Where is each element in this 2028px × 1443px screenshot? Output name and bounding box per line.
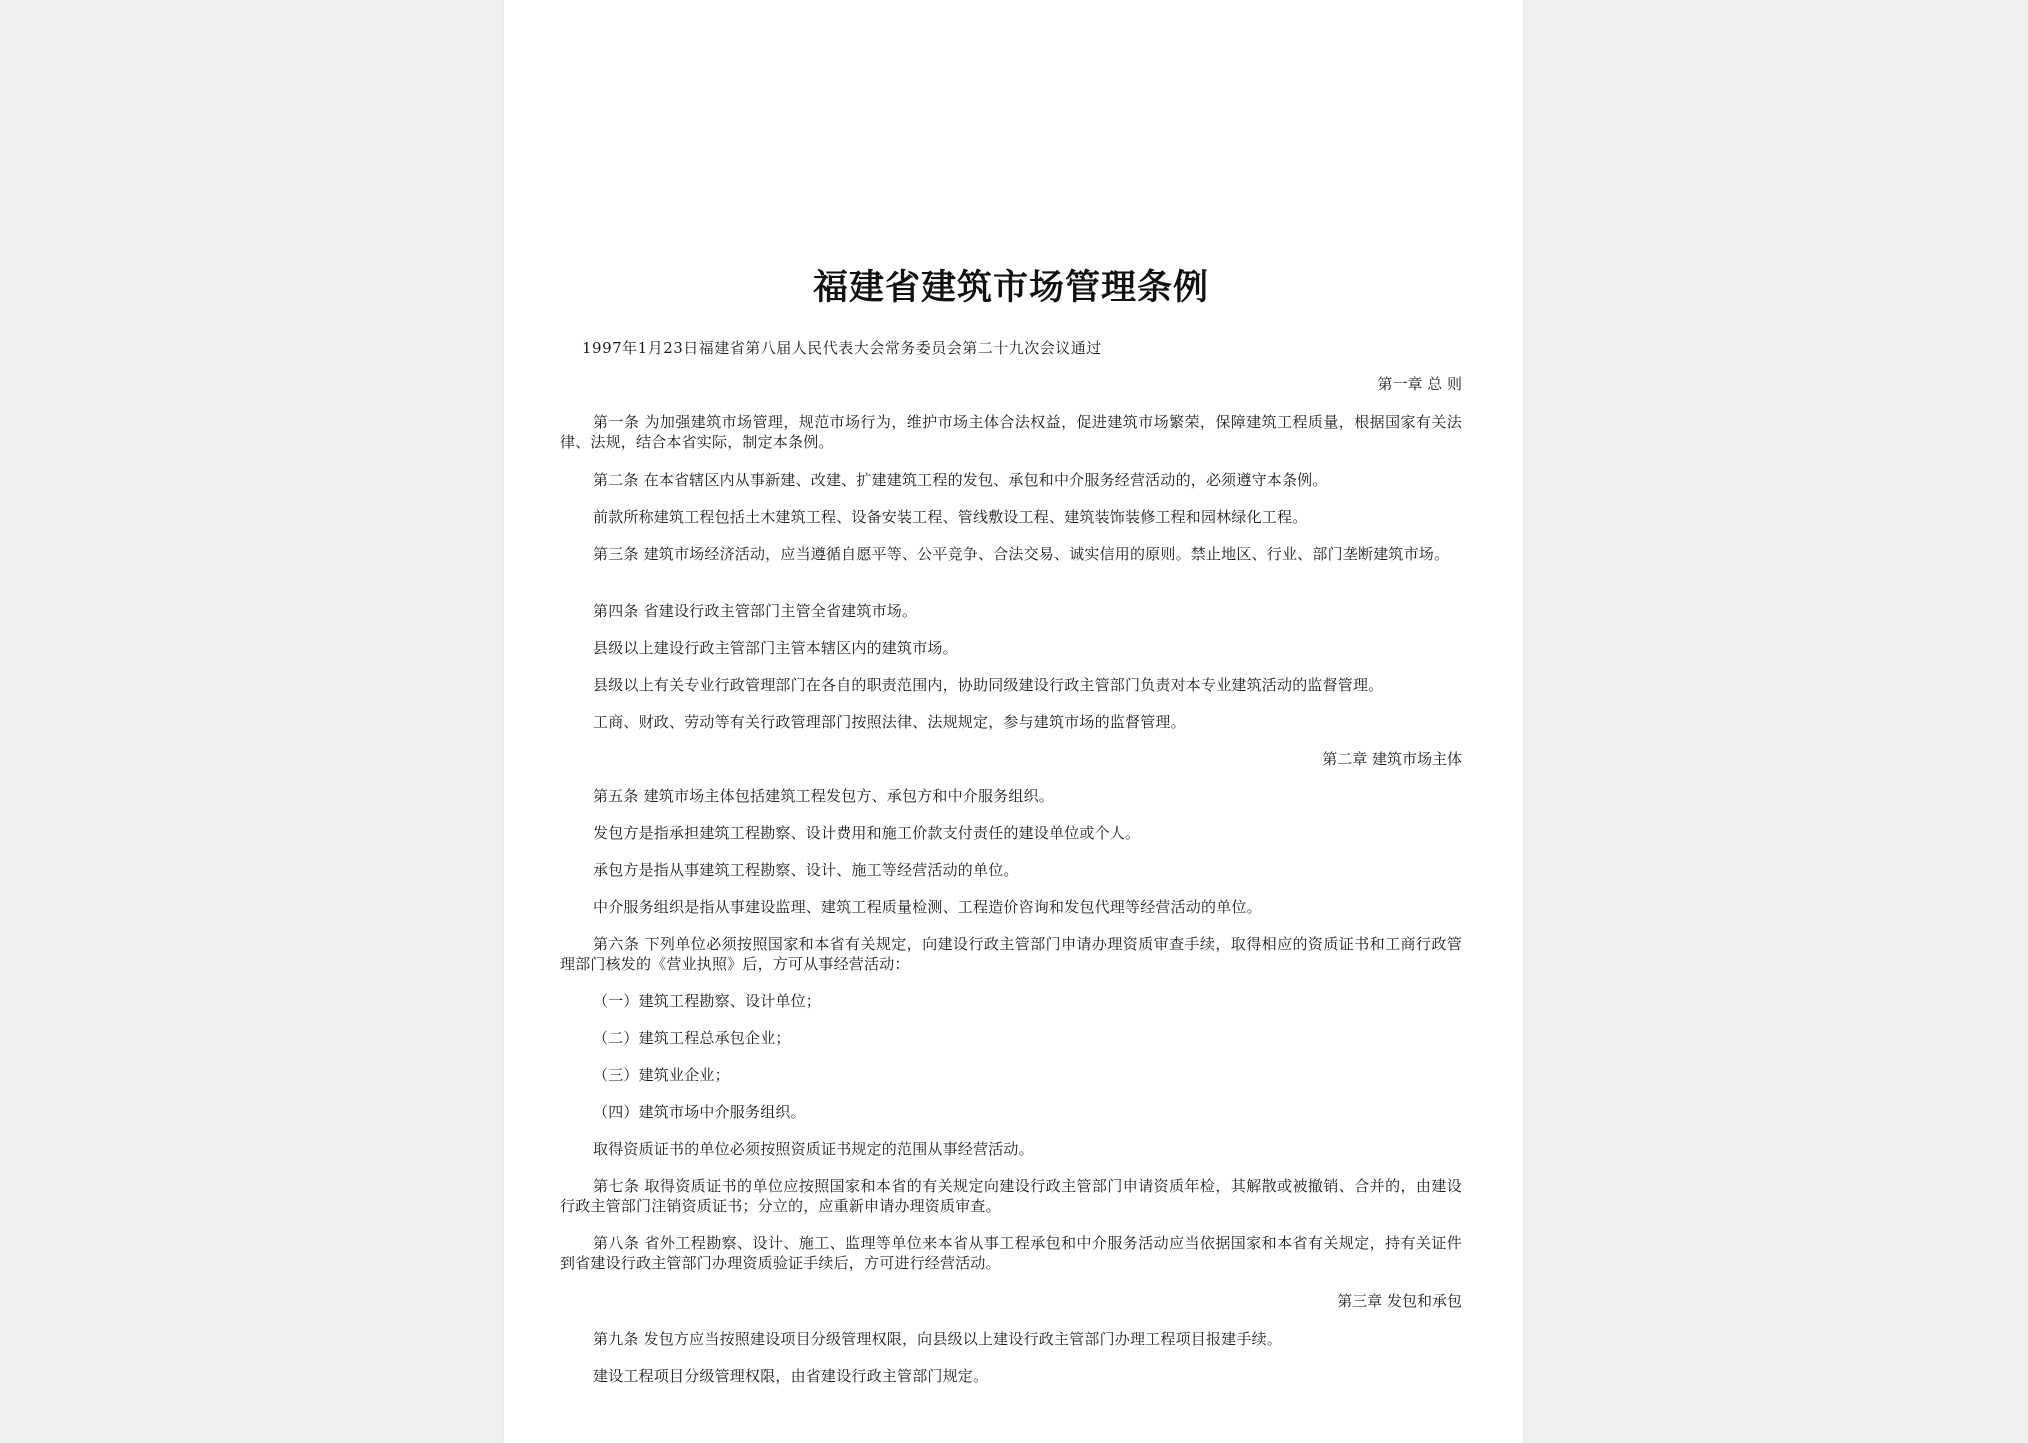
paragraph: 工商、财政、劳动等有关行政管理部门按照法律、法规规定，参与建筑市场的监督管理。 [593,713,1186,731]
chapter-heading: 第三章 发包和承包 [1337,1292,1462,1310]
paragraph: 县级以上有关专业行政管理部门在各自的职责范围内，协助同级建设行政主管部门负责对本专业建筑活动的监督管理。 [593,676,1384,694]
chapter-heading: 第二章 建筑市场主体 [1322,750,1462,768]
list-item: （四）建筑市场中介服务组织。 [593,1103,806,1121]
paragraph: 县级以上建设行政主管部门主管本辖区内的建筑市场。 [593,639,958,657]
paragraph: 第七条 取得资质证书的单位应按照国家和本省的有关规定向建设行政主管部门申请资质年检，其解散或被撤销、合并的，由建设行政主管部门注销资质证书；分立的，应重新申请办理资质审查。 [560,1177,1462,1215]
document-page [504,0,1523,1443]
paragraph: 第三条 建筑市场经济活动，应当遵循自愿平等、公平竞争、合法交易、诚实信用的原则。禁止地区、行业、部门垄断建筑市场。 [593,545,1450,563]
paragraph: 第八条 省外工程勘察、设计、施工、监理等单位来本省从事工程承包和中介服务活动应当依据国家和本省有关规定，持有关证件到省建设行政主管部门办理资质验证手续后，方可进行经营活动。 [560,1234,1462,1272]
paragraph: 发包方是指承担建筑工程勘察、设计费用和施工价款支付责任的建设单位或个人。 [593,824,1141,842]
paragraph: 前款所称建筑工程包括土木建筑工程、设备安装工程、管线敷设工程、建筑装饰装修工程和园林绿化工程。 [593,508,1308,526]
list-item: （二）建筑工程总承包企业； [593,1029,791,1047]
document-subtitle: 1997年1月23日福建省第八届人民代表大会常务委员会第二十九次会议通过 [582,339,1102,357]
chapter-heading: 第一章 总 则 [1377,375,1462,393]
paragraph: 第一条 为加强建筑市场管理，规范市场行为，维护市场主体合法权益，促进建筑市场繁荣，保障建筑工程质量，根据国家有关法律、法规，结合本省实际，制定本条例。 [560,413,1462,451]
paragraph: 第九条 发包方应当按照建设项目分级管理权限，向县级以上建设行政主管部门办理工程项目报建手续。 [593,1330,1282,1348]
paragraph: 第四条 省建设行政主管部门主管全省建筑市场。 [593,602,918,620]
paragraph: 第二条 在本省辖区内从事新建、改建、扩建建筑工程的发包、承包和中介服务经营活动的，必须遵守本条例。 [593,471,1328,489]
list-item: （一）建筑工程勘察、设计单位； [593,992,822,1010]
paragraph: 第六条 下列单位必须按照国家和本省有关规定，向建设行政主管部门申请办理资质审查手续，取得相应的资质证书和工商行政管理部门核发的《营业执照》后，方可从事经营活动： [560,935,1462,973]
paragraph: 第五条 建筑市场主体包括建筑工程发包方、承包方和中介服务组织。 [593,787,1054,805]
document-title: 福建省建筑市场管理条例 [812,267,1209,308]
paragraph: 建设工程项目分级管理权限，由省建设行政主管部门规定。 [593,1367,989,1385]
list-item: （三）建筑业企业； [593,1066,730,1084]
paragraph: 取得资质证书的单位必须按照资质证书规定的范围从事经营活动。 [593,1140,1034,1158]
paragraph: 承包方是指从事建筑工程勘察、设计、施工等经营活动的单位。 [593,861,1019,879]
paragraph: 中介服务组织是指从事建设监理、建筑工程质量检测、工程造价咨询和发包代理等经营活动的单位。 [593,898,1262,916]
